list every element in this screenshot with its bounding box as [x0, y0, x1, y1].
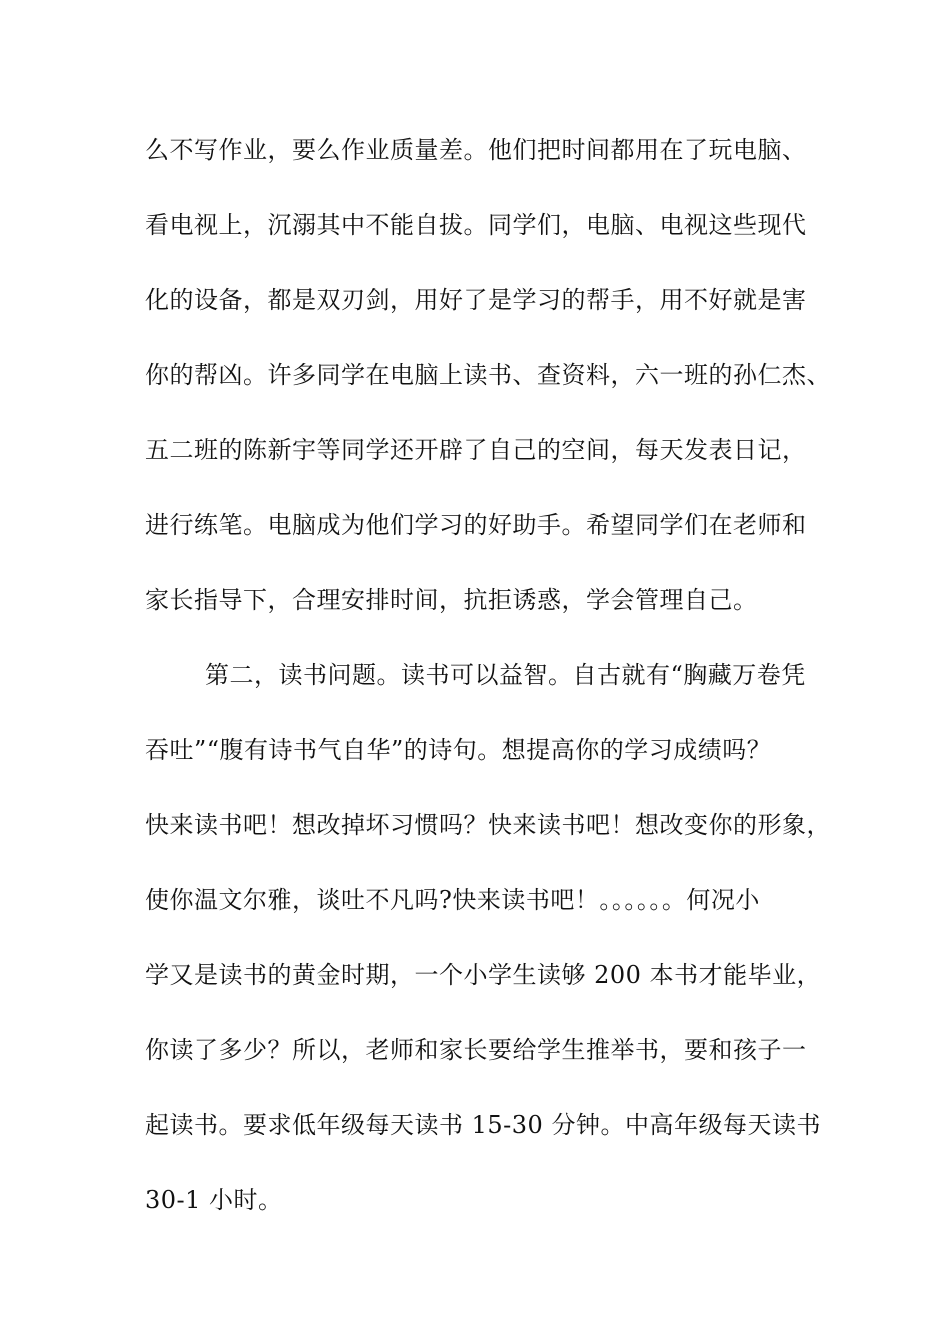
- text-line: 看电视上，沉溺其中不能自拔。同学们，电脑、电视这些现代: [145, 211, 807, 239]
- text-line: 30-1 小时。: [145, 1186, 283, 1214]
- paragraph-start-line: 第二，读书问题。读书可以益智。自古就有“胸藏万卷凭: [205, 661, 806, 689]
- text-line: 你的帮凶。许多同学在电脑上读书、查资料，六一班的孙仁杰、: [145, 361, 831, 389]
- text-line: 吞吐”“腹有诗书气自华”的诗句。想提高你的学习成绩吗？: [145, 736, 772, 764]
- text-line: 么不写作业，要么作业质量差。他们把时间都用在了玩电脑、: [145, 136, 807, 164]
- text-line: 你读了多少？所以，老师和家长要给学生推举书，要和孩子一: [145, 1036, 807, 1064]
- text-line: 使你温文尔雅，谈吐不凡吗?快来读书吧！。。。。。。何况小: [145, 886, 760, 914]
- text-line: 学又是读书的黄金时期，一个小学生读够 200 本书才能毕业，: [145, 961, 822, 989]
- text-line: 快来读书吧！想改掉坏习惯吗？快来读书吧！想改变你的形象，: [145, 811, 831, 839]
- text-line: 起读书。要求低年级每天读书 15-30 分钟。中高年级每天读书: [145, 1111, 821, 1139]
- text-line: 进行练笔。电脑成为他们学习的好助手。希望同学们在老师和: [145, 511, 807, 539]
- text-line: 家长指导下，合理安排时间，抗拒诱惑，学会管理自己。: [145, 586, 758, 614]
- text-line: 五二班的陈新宇等同学还开辟了自己的空间，每天发表日记，: [145, 436, 807, 464]
- text-line: 化的设备，都是双刃剑，用好了是学习的帮手，用不好就是害: [145, 286, 807, 314]
